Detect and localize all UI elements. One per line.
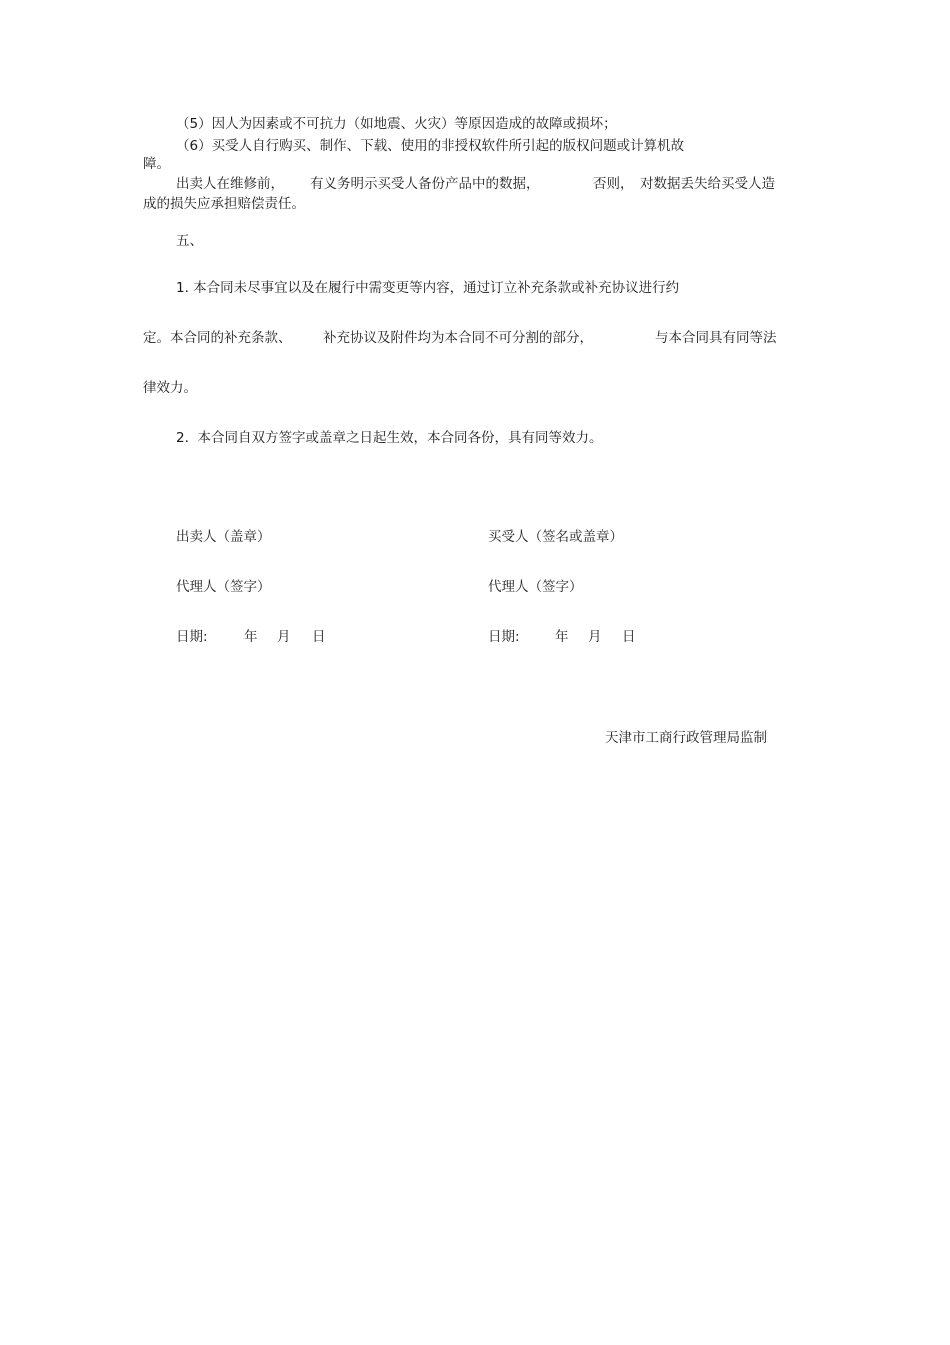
section5-para1-line1: 1. 本合同未尽事宜以及在履行中需变更等内容，通过订立补充条款或补充协议进行约 (176, 280, 680, 296)
section5-para2: 2. 本合同自双方签字或盖章之日起生效，本合同各份，具有同等效力。 (176, 430, 603, 446)
para1-line2-part3: 与本合同具有同等法 (655, 330, 777, 346)
seller-duty-part4: 对数据丢失给买受人造 (640, 176, 775, 192)
seller-date-year: 年 (244, 629, 258, 645)
clause-item-6-line2: 障。 (143, 156, 170, 172)
seller-agent-label: 代理人（签字） (176, 579, 271, 595)
seller-date-day: 日 (312, 629, 326, 645)
supervisor-footer: 天津市工商行政管理局监制 (605, 730, 767, 746)
para1-line2-part2: 补充协议及附件均为本合同不可分割的部分， (323, 330, 593, 346)
para1-line2-part1: 定。本合同的补充条款、 (143, 330, 292, 346)
buyer-date-year: 年 (555, 629, 569, 645)
seller-duty-part3: 否则， (593, 176, 634, 192)
section5-para1-line3: 律效力。 (143, 380, 197, 396)
buyer-agent-label: 代理人（签字） (488, 579, 583, 595)
seller-date-label: 日期: (176, 629, 208, 645)
clause-item-6-line1: （6）买受人自行购买、制作、下载、使用的非授权软件所引起的版权问题或计算机故 (176, 138, 685, 154)
seller-date-month: 月 (277, 629, 291, 645)
clause-item-5: （5）因人为因素或不可抗力（如地震、火灾）等原因造成的故障或损坏； (176, 116, 617, 132)
seller-seal-label: 出卖人（盖章） (176, 529, 271, 545)
seller-duty-line2: 成的损失应承担赔偿责任。 (143, 196, 305, 212)
buyer-date-label: 日期: (488, 629, 520, 645)
buyer-seal-label: 买受人（签名或盖章） (488, 529, 623, 545)
buyer-date-day: 日 (622, 629, 636, 645)
seller-duty-part1: 出卖人在维修前， (176, 176, 284, 192)
buyer-date-month: 月 (588, 629, 602, 645)
seller-duty-part2: 有义务明示买受人备份产品中的数据， (310, 176, 540, 192)
section-heading: 五、 (176, 233, 203, 249)
